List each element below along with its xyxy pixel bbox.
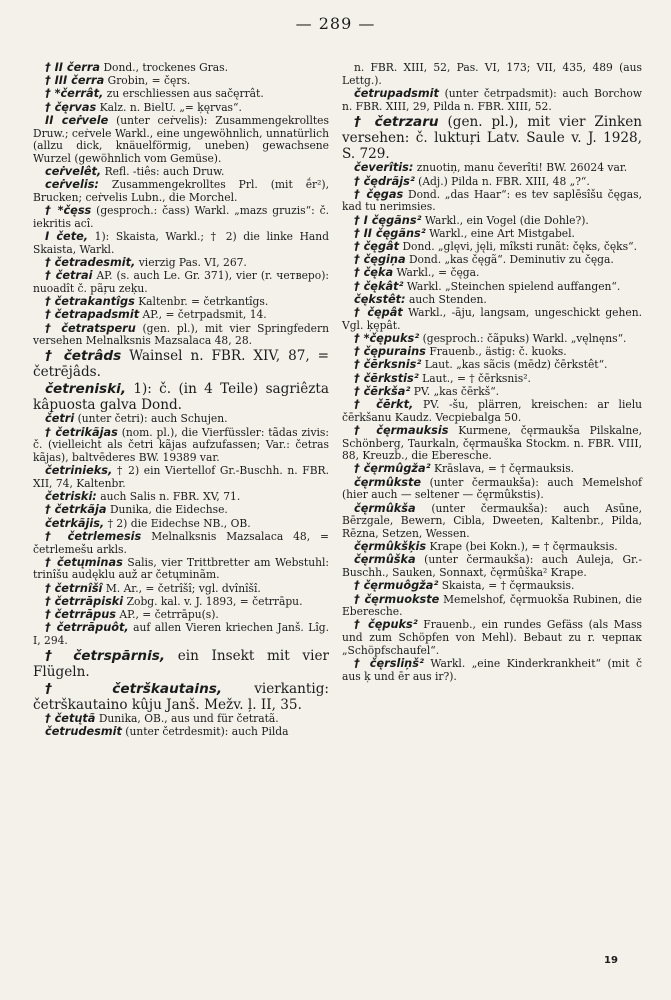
dictionary-entry [342,254,642,267]
entry-definition: Krape (bei Kokn.), = † čęrmauksis. [429,540,618,554]
entry-definition: (unter četri): auch Schujen. [77,412,228,426]
dictionary-entry [33,427,329,465]
entry-definition: 1): č. (in 4 Teile) sagriêzta kâpuosta galva Dond. [33,380,329,413]
entry-definition: PV. „kas čērkš“. [413,384,500,398]
entry-definition: (unter četrdesmit): auch Pilda [125,725,289,739]
dictionary-entry [33,726,329,739]
entry-headword: † čęrsliņš² [354,657,424,671]
entry-definition: Kaltenbr. = četrkantîgs. [138,295,269,309]
dictionary-entry [342,346,642,359]
entry-headword: čęrmûkste [354,475,422,489]
entry-headword: četreniski, [45,380,126,397]
entry-definition: Zobg. kal. v. J. 1893, = četrrāpu. [126,594,303,608]
dictionary-entry [342,62,642,87]
entry-headword: četrupadsmit [354,86,439,100]
entry-headword: † čęgiņa [354,253,406,267]
entry-headword: čęrmûkšķis [354,540,427,554]
entry-headword: † *čępuks² [354,331,420,345]
entry-headword: † čędrãjs² [354,174,415,188]
dictionary-entry [33,309,329,322]
entry-definition: Warkl. „eine Kinderkrankheit“ (mit č aus ķ und ēr aus ir?). [342,657,642,683]
dictionary-entry [33,257,329,270]
entry-headword: čęrmûška [354,553,416,567]
entry-headword: čęrmûkša [354,501,416,515]
entry-definition: (gen. pl.), mit vier Springfedern versehen Melnalksnis Mazsalaca 48, 28. [33,321,329,348]
entry-headword: † četrzaru [354,113,439,130]
entry-headword: † čępât [354,306,403,320]
entry-headword: † čęka [354,266,394,280]
dictionary-entry [33,583,329,596]
entry-headword: † četųtã [45,712,96,726]
entry-headword: † čęgât [354,240,400,254]
entry-headword: † čērksnis² [354,358,422,372]
dictionary-entry [33,323,329,348]
dictionary-entry [33,381,329,413]
entry-headword: † čērkša² [354,384,411,398]
entry-headword: † četrrāpus [45,608,116,622]
entry-definition: Memelshof, čęrmuokša Rubinen, die Eberesche. [342,592,642,619]
entry-definition: (unter četrpadsmit): auch Borchow n. FBR. XIII, 29, Pilda n. FBR. XIII, 52. [342,86,642,113]
dictionary-entry [33,88,329,101]
entry-definition: Skaista, = † čęrmauksis. [441,579,575,593]
entry-definition: vierkantig: četrškautaino kûju Janš. Mežv. ļ. II, 35. [33,680,329,713]
entry-headword: čękstêt: [354,292,406,306]
entry-headword: četriski: [45,490,97,504]
entry-definition: vierzig Pas. VI, 267. [138,256,247,270]
dictionary-entry [342,541,642,554]
entry-headword: † četrškautains, [45,680,223,697]
entry-headword: † čępurains [354,345,426,359]
dictionary-entry [33,557,329,582]
dictionary-entry [33,102,329,115]
dictionary-entry [342,88,642,113]
entry-headword: † II čęgãns² [354,226,426,240]
dictionary-entry [342,463,642,476]
entry-headword: četri [45,412,75,426]
entry-definition: auf allen Vieren kriechen Janš. Lîg. I, 294. [33,621,329,647]
entry-definition: Kurmene, čęrmaukša Pilskalne, Schönberg, Taurkaln, čęrmauška Stockm. n. FBR. VIII, 88, Kreuzb., die Eberesche. [342,423,643,463]
dictionary-entry [33,504,329,517]
entry-headword: ceṙvelêt, [45,165,102,179]
dictionary-entry [33,518,329,531]
dictionary-entry [342,307,642,332]
entry-definition: (nom. pl.), die Vierfüssler: tãdas zivis: č. (vielleicht als četri kãjas aufzufassen; Var.: četras kãjas), baltvēderes BW. 19389 var. [33,425,329,465]
entry-definition: (unter ceṙvelis): Zusammengekrolltes Druw.; ceṙvele Warkl., eine ungewöhnlich, unnatürlich (allzu dick, knäuelförmig, uneben) gewachsene Wurzel (gewöhnlich vom Gemüse). [33,113,329,165]
entry-definition: Dond. „das Haar“: es tev saplēsîšu čęgas, kad tu nerimsies. [342,187,642,214]
entry-definition: (unter čermaukša): auch Auleja, Gr.-Buschh., Sauken, Sonnaxt, čęrmûška² Krape. [342,553,642,580]
entry-definition: Frauenb., ein rundes Gefäss (als Mass und zum Schöpfen von Mehl). Bebaut zu r. черпак „Schöpfschaufel“. [342,618,642,657]
dictionary-entry [33,713,329,726]
entry-definition: Salis, vier Trittbretter am Webstuhl: trinîšu audęklu auž ar četųminãm. [33,555,329,582]
entry-definition: (gen. pl.), mit vier Zinken versehen: č. luktuŗi Latv. Saule v. J. 1928, S. 729. [342,113,643,162]
dictionary-entry [342,477,642,502]
entry-headword: četrudesmit [45,725,122,739]
dictionary-entry [342,114,642,162]
dictionary-entry [342,580,642,593]
dictionary-entry [342,554,642,579]
entry-definition: M. Ar., = četrîšî; vgl. dvînîšî. [105,581,261,595]
dictionary-entry [342,176,642,189]
dictionary-entry [342,215,642,228]
entry-definition: Warkl., ein Vogel (die Dohle?). [424,213,589,227]
entry-definition: zu erschliessen aus sačęrrât. [106,87,264,101]
entry-definition: Laut., = † čērksnis². [422,371,531,385]
entry-headword: † četrlemesis [45,529,142,543]
dictionary-entry [342,241,642,254]
entry-headword: † četrnîšî [45,581,103,595]
entry-headword: † četųminas [45,555,123,569]
dictionary-entry [342,503,642,541]
dictionary-entry [33,231,329,256]
page-number: — 289 — [295,14,376,33]
dictionary-entry [342,333,642,346]
entry-headword: † čęrmauksis [354,423,449,437]
entry-definition: Warkl., eine Art Mistgabel. [429,226,575,240]
entry-headword: † čęgas [354,187,404,201]
entry-definition: (gesproch.: čãpuks) Warkl. „vęlnęns“. [422,331,627,345]
dictionary-entry [33,596,329,609]
entry-headword: † *čęss [45,204,92,218]
entry-headword: † čęrmuôgža² [354,579,439,593]
dictionary-entry [342,425,642,463]
dictionary-entry [342,386,642,399]
dictionary-entry [33,348,329,380]
dictionary-entry [342,189,642,214]
dictionary-entry [33,205,329,230]
dictionary-entry [342,594,642,619]
entry-definition: Wainsel n. FBR. XIV, 87, = četrējâds. [33,348,330,381]
entry-headword: † čękât² [354,279,404,293]
entry-definition: † 2) ein Viertellof Gr.-Buschh. n. FBR. XII, 74, Kaltenbr. [33,464,329,490]
entry-headword: † *čerrât, [45,87,104,101]
dictionary-entry [33,179,329,204]
entry-definition: † 2) die Eidechse NB., OB. [107,516,251,530]
entry-definition: Warkl., -āju, langsam, ungeschickt gehen. Vgl. ķępât. [342,306,642,332]
dictionary-entry [342,619,642,657]
entry-definition: Kalz. n. BielU. „= ķęrvas“. [99,100,242,114]
entry-definition: Frauenb., ästig: č. kuoks. [429,345,567,359]
dictionary-entry [33,296,329,309]
dictionary-entry [342,359,642,372]
entry-headword: † čērkt, [354,397,414,411]
entry-headword: II ceṙvele [45,113,109,127]
entry-definition: Melnalksnis Mazsalaca 48, = četrlemešu arkls. [33,529,329,556]
dictionary-entry [33,609,329,622]
entry-headword: † III čerra [45,74,105,88]
entry-definition: Refl. -tiês: auch Druw. [104,165,225,179]
dictionary-entry [342,162,642,175]
dictionary-entry [33,465,329,490]
entry-headword: † četradesmit, [45,256,136,270]
dictionary-entry [33,115,329,166]
dictionary-entry [342,267,642,280]
entry-definition: PV. -šu, plärren, kreischen: ar lielu čērkšanu Kaudz. Vecpiebalga 50. [342,397,642,424]
entry-headword: † četrspārnis, [45,648,166,665]
dictionary-entry [33,75,329,88]
entry-definition: ein Insekt mit vier Flügeln. [33,648,329,681]
entry-definition: Krāslava, = † čęrmauksis. [433,462,575,476]
entry-definition: (unter čermaukša): auch Asūne, Bērzgale, Bewern, Cibla, Dweeten, Kaltenbr., Pilda, Rēzna, Setzen, Wessen. [342,501,642,540]
entry-definition: auch Stenden. [408,292,487,306]
entry-headword: † četrapadsmit [45,308,140,322]
entry-definition: (gesproch.: čass) Warkl. „mazs gruzis“: č. iekritis acî. [33,204,329,230]
entry-definition: Dond. „glęvi, jęli, mîksti runãt: čęks, čęks“. [402,240,637,254]
dictionary-entry [342,281,642,294]
entry-definition: Dond., trockenes Gras. [103,61,228,74]
entry-headword: I čete, [45,230,89,244]
dictionary-entry [342,399,642,424]
entry-definition: Dond. „kas čęgã“. Deminutiv zu čęga. [408,253,614,267]
entry-headword: † četrai [45,269,93,283]
entry-headword: četrinieks, [45,464,113,478]
entry-headword: † četrakantîgs [45,295,135,309]
entry-definition: znuotiņ, manu čeverîti! BW. 26024 var. [416,161,628,175]
dictionary-entry [342,228,642,241]
entry-headword: † četrâds [45,348,122,365]
entry-definition: Dunika, die Eidechse. [109,503,228,517]
dictionary-entry [342,658,642,683]
dictionary-entry [33,648,329,680]
entry-definition: Dunika, OB., aus und für četratã. [98,712,279,726]
dictionary-entry [33,622,329,647]
entry-definition: Laut. „kas sãcis (mēdz) čērkstêt“. [424,358,608,372]
entry-headword: † II čerra [45,61,101,74]
entry-definition: 1): Skaista, Warkl.; † 2) die linke Hand Skaista, Warkl. [33,230,329,256]
entry-definition: (unter čermaukša): auch Memelshof (hier auch — seltener — čęrmûkstis). [342,475,642,502]
entry-definition: n. FBR. XIII, 52, Pas. VI, 173; VII, 435, 489 (aus Lettg.). [342,61,642,87]
entry-headword: † čęrvas [45,100,97,114]
entry-headword: † četrkãja [45,503,107,517]
dictionary-entry [33,62,329,75]
entry-headword: † četrrāpuôt, [45,621,129,635]
entry-headword: četrkãjis, [45,516,105,530]
entry-headword: † četrikãjas [45,425,118,439]
entry-headword: ceṙvelis: [45,178,99,192]
dictionary-entry [33,413,329,426]
entry-headword: † četratsperu [45,321,136,335]
entry-definition: auch Salis n. FBR. XV, 71. [100,490,241,504]
entry-headword: † čępuks² [354,618,418,632]
entry-definition: Grobin, = čęrs. [107,74,191,88]
dictionary-entry [342,373,642,386]
entry-definition: Warkl., = čęga. [396,266,480,280]
dictionary-entry [33,531,329,556]
dictionary-entry [33,681,329,713]
entry-definition: Zusammengekrolltes Prl. (mit ḗr²), Brucken; ceṙvelis Lubn., die Morchel. [33,178,329,205]
entry-headword: † I čęgãns² [354,213,422,227]
dictionary-entry [33,166,329,179]
left-column [33,62,329,740]
dictionary-entry [33,270,329,295]
entry-definition: AP., = četrrāpu(s). [119,608,219,622]
entry-definition: Warkl. „Steinchen spielend auffangen“. [406,279,621,293]
entry-definition: AP., = četrpadsmit, 14. [142,308,267,322]
entry-headword: † četrrāpiski [45,594,124,608]
entry-definition: AP. (s. auch Le. Gr. 371), vier (r. четверо): nuoadît č. pãŗu zeķu. [33,269,329,295]
right-column [342,62,642,684]
entry-headword: † čērkstis² [354,371,419,385]
entry-headword: † čęrmûgža² [354,462,431,476]
entry-definition: (Adj.) Pilda n. FBR. XIII, 48 „?“. [418,174,590,188]
dictionary-entry [342,294,642,307]
entry-headword: čeverîtis: [354,161,414,175]
footer-number: 19 [604,955,618,966]
entry-headword: † čęrmuokste [354,592,440,606]
dictionary-entry [33,491,329,504]
